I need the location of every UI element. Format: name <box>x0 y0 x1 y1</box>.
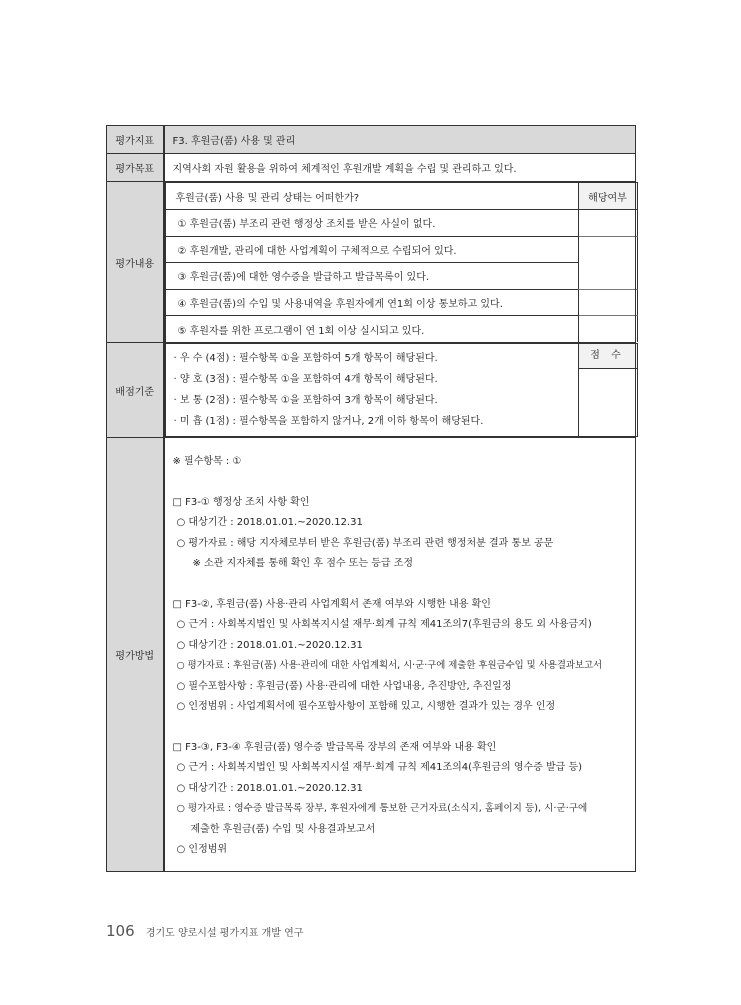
content-item-2: ② 후원개발, 관리에 대한 사업계획이 구체적으로 수립되어 있다. <box>165 236 578 263</box>
section-3-line-2: ○ 대상기간 : 2018.01.01.~2020.12.31 <box>176 782 363 794</box>
check-cell-1[interactable] <box>578 210 637 237</box>
goal-value: 지역사회 자원 활용을 위하여 체계적인 후원개발 계획을 수립 및 관리하고 있다. <box>164 154 636 182</box>
row-label-indicator: 평가지표 <box>107 126 164 154</box>
score-input-area[interactable] <box>579 369 637 435</box>
section-1-line-2: ○ 평가자료 : 해당 지자체로부터 받은 후원금(품) 부조리 관련 행정처분 결과 통보 공문 <box>176 537 554 549</box>
content-item-5: ⑤ 후원자를 위한 프로그램이 연 1회 이상 실시되고 있다. <box>165 316 578 343</box>
footer-title: 경기도 양로시설 평가지표 개발 연구 <box>145 928 304 939</box>
criteria-list <box>165 344 578 437</box>
content-item-3: ③ 후원금(품)에 대한 영수증을 발급하고 발급목록이 있다. <box>165 263 578 290</box>
check-cell-4[interactable] <box>578 289 637 316</box>
method-cell <box>164 438 636 872</box>
section-3-continuation: 제출한 후원금(품) 수입 및 사용결과보고서 <box>190 823 376 835</box>
check-header: 해당여부 <box>578 183 637 210</box>
criteria-item-poor: · 미 흡 (1점) : 필수항목을 포함하지 않거나, 2개 이하 항목이 해당된다. <box>173 416 484 427</box>
content-item-4: ④ 후원금(품)의 수입 및 사용내역을 후원자에게 연1회 이상 통보하고 있다. <box>165 289 578 316</box>
score-cell <box>578 344 637 437</box>
criteria-item-good: · 양 호 (3점) : 필수항목 ①을 포함하여 4개 항목이 해당된다. <box>173 374 438 385</box>
criteria-item-average: · 보 통 (2점) : 필수항목 ①을 포함하여 3개 항목이 해당된다. <box>173 395 438 406</box>
section-2-line-4: ○ 필수포함사항 : 후원금(품) 사용·관리에 대한 사업내용, 추진방안, 추진일정 <box>176 680 512 692</box>
section-3-title: □ F3-③, F3-④ 후원금(품) 영수증 발급목록 장부의 존재 여부와 내용 확인 <box>172 741 497 753</box>
row-label-method: 평가방법 <box>107 438 164 872</box>
row-label-goal: 평가목표 <box>107 154 164 182</box>
page-footer <box>106 922 303 940</box>
criteria-cell <box>164 343 636 438</box>
section-2-line-1: ○ 근거 : 사회복지법인 및 사회복지시설 재무·회계 규칙 제41조의7(후원금의 용도 외 사용금지) <box>176 619 592 630</box>
required-item-note: ※ 필수항목 : ① <box>172 456 242 467</box>
evaluation-table <box>106 125 636 872</box>
content-inner-table <box>165 182 638 342</box>
content-question: 후원금(품) 사용 및 관리 상태는 어떠한가? <box>165 183 578 210</box>
content-item-1: ① 후원금(품) 부조리 관련 행정상 조치를 받은 사실이 없다. <box>165 210 578 237</box>
score-header: 점 수 <box>579 344 637 369</box>
section-1-line-1: ○ 대상기간 : 2018.01.01.~2020.12.31 <box>176 517 363 528</box>
row-label-content: 평가내용 <box>107 182 164 343</box>
check-cell-5[interactable] <box>578 316 637 343</box>
section-3-line-3: ○ 평가자료 : 영수증 발급목록 장부, 후원자에게 통보한 근거자료(소식지, 홈페이지 등), 시·군·구에 <box>176 803 588 814</box>
section-2-title: □ F3-②, 후원금(품) 사용·관리 사업계획서 존재 여부와 시행한 내용 확인 <box>172 598 491 610</box>
section-2-line-2: ○ 대상기간 : 2018.01.01.~2020.12.31 <box>176 639 363 651</box>
page-number: 106 <box>106 922 135 940</box>
section-1-note: ※ 소관 지자체를 통해 확인 후 점수 또는 등급 조정 <box>192 558 414 569</box>
section-2-line-5: ○ 인정범위 : 사업계획서에 필수포함사항이 포함해 있고, 시행한 결과가 있는 경우 인정 <box>176 701 556 712</box>
content-cell <box>164 182 636 343</box>
section-1-title: □ F3-① 행정상 조치 사항 확인 <box>172 496 310 508</box>
check-cell-2[interactable] <box>578 236 637 289</box>
row-label-criteria: 배점기준 <box>107 343 164 438</box>
section-3-line-1: ○ 근거 : 사회복지법인 및 사회복지시설 재무·회계 규칙 제41조의4(후원금의 영수증 발급 등) <box>176 762 583 773</box>
criteria-inner-table <box>165 343 638 437</box>
section-2-line-3: ○ 평가자료 : 후원금(품) 사용·관리에 대한 사업계획서, 시·군·구에 제출한 후원금수입 및 사용결과보고서 <box>176 660 603 671</box>
section-3-last: ○ 인정범위 <box>176 844 228 855</box>
criteria-item-excellent: · 우 수 (4점) : 필수항목 ①을 포함하여 5개 항목이 해당된다. <box>173 353 438 364</box>
indicator-value: F3. 후원금(품) 사용 및 관리 <box>164 126 636 154</box>
